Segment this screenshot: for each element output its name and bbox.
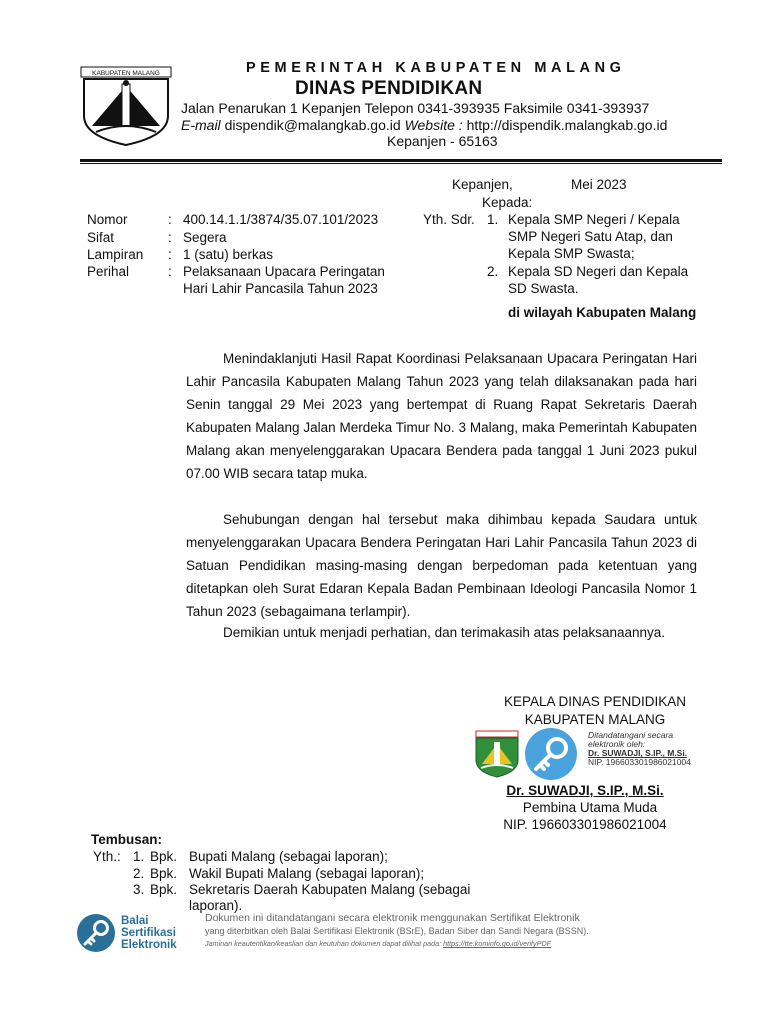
nomor-label: Nomor: [87, 212, 128, 227]
tembusan-item-num: 3.: [133, 882, 145, 897]
footer-line-3: [205, 939, 551, 948]
stamp-line: elektronik oleh:: [588, 739, 646, 749]
bsre-logo-icon: [76, 913, 116, 953]
tembusan-item-text: Bupati Malang (sebagai laporan);: [189, 849, 388, 864]
recipient-item-1-num: 1.: [487, 212, 499, 227]
tembusan-yth: Yth.:: [93, 849, 121, 864]
recipient-item-2-num: 2.: [487, 264, 499, 279]
perihal-value: Pelaksanaan Upacara Peringatan: [183, 264, 385, 279]
address-line: Jalan Penarukan 1 Kepanjen Telepon 0341-393935 Faksimile 0341-393937: [181, 100, 650, 116]
date-place: Kepanjen,: [452, 177, 513, 192]
recipient-label: Kepada:: [482, 195, 533, 210]
agency-name: DINAS PENDIDIKAN: [295, 78, 483, 99]
bsre-word: Sertifikasi: [121, 927, 176, 939]
perihal-value: Hari Lahir Pancasila Tahun 2023: [183, 281, 378, 296]
website-label: Website :: [404, 117, 463, 133]
tembusan-item-text: laporan).: [189, 898, 243, 913]
perihal-label: Perihal: [87, 264, 130, 279]
bsre-word: Elektronik: [121, 939, 177, 951]
tembusan-item-prefix: Bpk.: [150, 866, 178, 881]
recipient-item-1-line: Kepala SMP Negeri / Kepala: [508, 212, 680, 227]
tembusan-item-text: Wakil Bupati Malang (sebagai laporan);: [189, 866, 425, 881]
footer-line-2: yang diterbitkan oleh Balai Sertifikasi Elektronik (BSrE), Badan Siber dan Sandi Negara (BSSN).: [205, 926, 589, 936]
recipient-item-1-line: SMP Negeri Satu Atap, dan: [508, 229, 673, 244]
header-rule-thin: [80, 163, 722, 164]
sifat-colon: :: [168, 230, 172, 245]
bsre-word: Balai: [121, 915, 149, 927]
nomor-colon: :: [168, 212, 172, 227]
stamp-line: Ditandatangani secara: [588, 730, 674, 740]
body-paragraph-3: Demikian untuk menjadi perhatian, dan terimakasih atas pelaksanaannya.: [223, 625, 666, 640]
regency-logo: [80, 66, 172, 146]
city-postal: Kepanjen - 65163: [387, 133, 498, 149]
recipient-yth: Yth. Sdr.: [423, 212, 475, 227]
lampiran-value: 1 (satu) berkas: [183, 247, 274, 262]
contact-line: [181, 117, 667, 133]
bsre-seal-icon: [524, 727, 578, 781]
signatory-title-2: KABUPATEN MALANG: [524, 712, 666, 727]
header-rule-thick: [80, 159, 722, 162]
bsre-wordmark: [121, 915, 177, 951]
signatory-rank: Pembina Utama Muda: [522, 800, 658, 815]
government-name: PEMERINTAH KABUPATEN MALANG: [246, 60, 626, 76]
nomor-value: 400.14.1.1/3874/35.07.101/2023: [183, 212, 379, 227]
e-sign-stamp: [588, 731, 691, 767]
tembusan-item-text: Sekretaris Daerah Kabupaten Malang (sebagai: [189, 882, 471, 897]
regency-crest-icon: [474, 730, 520, 778]
tembusan-item-num: 1.: [133, 849, 145, 864]
footer-line-1: Dokumen ini ditandatangani secara elektronik menggunakan Sertifikat Elektronik: [205, 912, 580, 924]
verify-link[interactable]: https://tte.kominfo.go.id/verifyPDF: [443, 939, 552, 948]
perihal-colon: :: [168, 264, 172, 279]
recipient-item-1-line: Kepala SMP Swasta;: [508, 246, 635, 261]
tembusan-item-num: 2.: [133, 866, 145, 881]
signatory-nip: NIP. 196603301986021004: [503, 817, 667, 832]
body-paragraph-2: Sehubungan dengan hal tersebut maka dihimbau kepada Saudara untuk menyelenggarakan Upacara Bendera Peringatan Hari Lahir Pancasila Tahun 2023 di Satuan Pendidikan masing-masing dengan berpedoman pada ketentuan yang ditetapkan oleh Surat Edaran Kepala Badan Pembinaan Ideologi Pancasila Nomor 1 Tahun 2023 (sebagaimana terlampir).: [186, 512, 697, 619]
recipient-item-2-line: Kepala SD Negeri dan Kepala: [508, 264, 689, 279]
date-month-year: Mei 2023: [571, 177, 627, 192]
sifat-label: Sifat: [87, 230, 115, 245]
stamp-name: Dr. SUWADJI, S.IP., M.Si.: [588, 748, 688, 758]
lampiran-label: Lampiran: [87, 247, 144, 262]
lampiran-colon: :: [168, 247, 172, 262]
recipient-location: di wilayah Kabupaten Malang: [508, 305, 697, 320]
email-label: E-mail: [181, 117, 221, 133]
recipient-item-2-line: SD Swasta.: [508, 281, 579, 296]
signatory-title-1: KEPALA DINAS PENDIDIKAN: [503, 694, 687, 709]
stamp-nip: NIP. 196603301986021004: [588, 757, 691, 767]
tembusan-item-prefix: Bpk.: [150, 849, 178, 864]
logo-caption: KABUPATEN MALANG: [92, 70, 160, 77]
body-paragraph-1: Menindaklanjuti Hasil Rapat Koordinasi Pelaksanaan Upacara Peringatan Hari Lahir Pancasila Kabupaten Malang Tahun 2023 yang telah dilaksanakan pada hari Senin tanggal 29 Mei 2023 yang bertempat di Ruang Rapat Sekretaris Daerah Kabupaten Malang Jalan Merdeka Timur No. 3 Malang, maka Pemerintah Kabupaten Malang akan menyelenggarakan Upacara Bendera pada tanggal 1 Juni 2023 pukul 07.00 WIB secara tatap muka.: [186, 351, 697, 481]
tembusan-heading: Tembusan:: [91, 832, 163, 847]
email-address[interactable]: dispendik@malangkab.go.id: [224, 117, 401, 133]
footer-verify-text: Jaminan keautentikan/keaslian dan keutuhan dokumen dapat dilihat pada:: [205, 939, 442, 948]
website-url[interactable]: http://dispendik.malangkab.go.id: [466, 117, 668, 133]
signatory-name: Dr. SUWADJI, S.IP., M.Si.: [506, 783, 664, 798]
tembusan-item-prefix: Bpk.: [150, 882, 178, 897]
sifat-value: Segera: [183, 230, 227, 245]
